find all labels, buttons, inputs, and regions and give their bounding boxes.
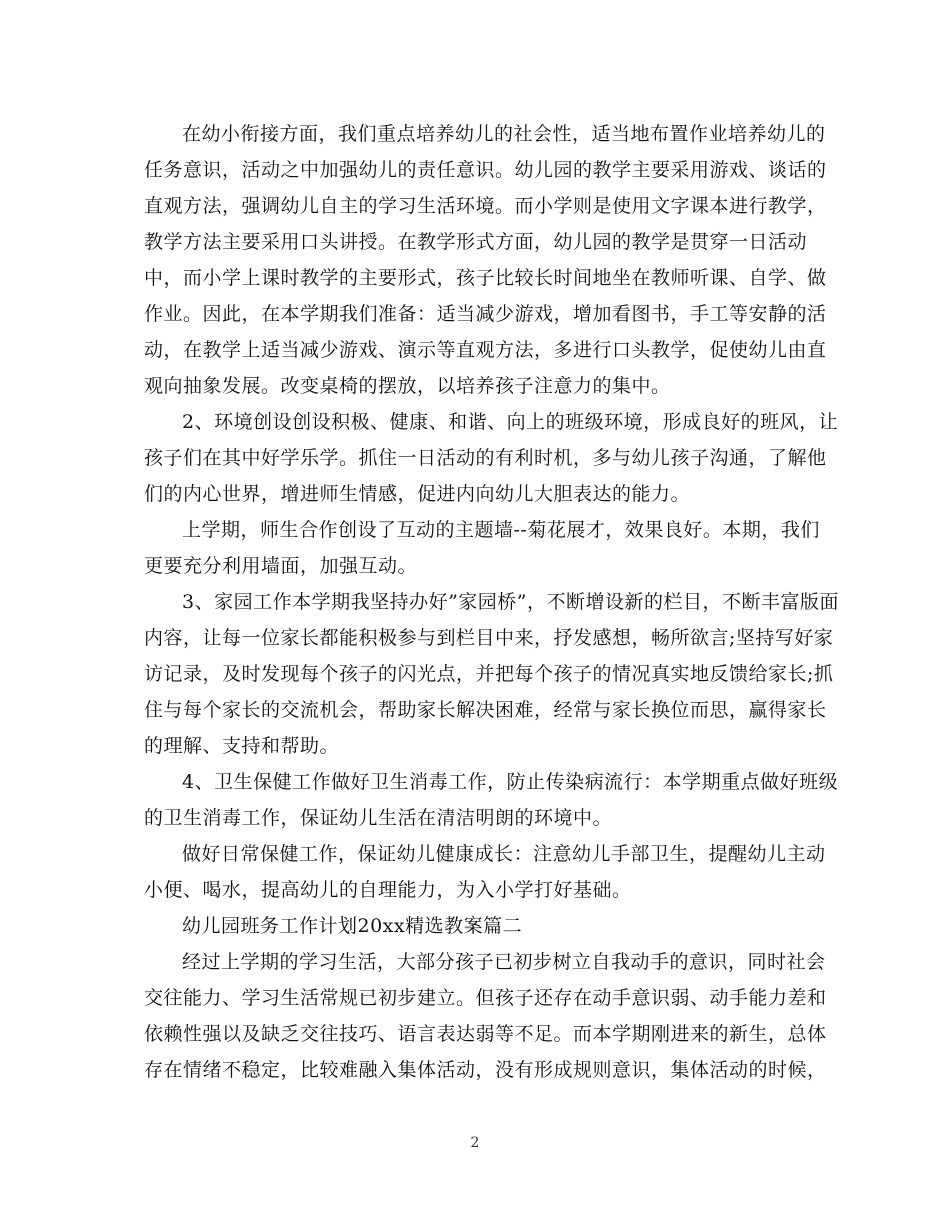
text-line: 4、卫生保健工作做好卫生消毒工作，防止传染病流行：本学期重点做好班级	[182, 771, 839, 793]
text-line: 做好日常保健工作，保证幼儿健康成长：注意幼儿手部卫生，提醒幼儿主动	[182, 843, 826, 865]
text-line: 任务意识，活动之中加强幼儿的责任意识。幼儿园的教学主要采用游戏、谈话的	[144, 159, 827, 181]
text-line: 教学方法主要采用口头讲授。在教学形式方面，幼儿园的教学是贯穿一日活动	[144, 231, 808, 253]
paragraph-class-status	[144, 944, 827, 1088]
text-line: 在幼小衔接方面，我们重点培养幼儿的社会性，适当地布置作业培养幼儿的	[182, 123, 826, 145]
text-line: 更要充分利用墙面，加强互动。	[144, 555, 418, 577]
paragraph-home-school	[144, 584, 840, 764]
text-line: 直观方法，强调幼儿自主的学习生活环境。而小学则是使用文字课本进行教学，	[144, 195, 827, 217]
paragraph-transition	[144, 116, 827, 404]
paragraph-health-care	[144, 836, 826, 908]
text-line: 2、环境创设创设积极、健康、和谐、向上的班级环境，形成良好的班风，让	[182, 411, 839, 433]
text-line: 们的内心世界，增进师生情感，促进内向幼儿大胆表达的能力。	[144, 483, 691, 505]
text-line: 作业。因此，在本学期我们准备：适当减少游戏，增加看图书，手工等安静的活	[144, 303, 827, 325]
text-line: 孩子们在其中好学乐学。抓住一日活动的有利时机，多与幼儿孩子沟通，了解他	[144, 447, 827, 469]
text-line: 内容，让每一位家长都能积极参与到栏目中来，抒发感想，畅所欲言;坚持写好家	[144, 627, 834, 649]
text-line: 3、家园工作本学期我坚持办好”家园桥”，不断增设新的栏目，不断丰富版面	[182, 591, 840, 613]
text-line: 访记录，及时发现每个孩子的闪光点，并把每个孩子的情况真实地反馈给家长;抓	[144, 663, 834, 685]
text-line: 经过上学期的学习生活，大部分孩子已初步树立自我动手的意识，同时社会	[182, 951, 826, 973]
paragraph-theme-wall	[144, 512, 820, 584]
text-line: 的卫生消毒工作，保证幼儿生活在清洁明朗的环境中。	[144, 807, 613, 829]
text-line: 观向抽象发展。改变桌椅的摆放，以培养孩子注意力的集中。	[144, 375, 671, 397]
text-line: 幼儿园班务工作计划20xx精选教案篇二	[182, 915, 523, 937]
text-line: 中，而小学上课时教学的主要形式，孩子比较长时间地坐在教师听课、自学、做	[144, 267, 827, 289]
text-line: 依赖性强以及缺乏交往技巧、语言表达弱等不足。而本学期刚进来的新生，总体	[144, 1023, 827, 1045]
paragraph-hygiene	[144, 764, 839, 836]
text-line: 上学期，师生合作创设了互动的主题墙--菊花展才，效果良好。本期，我们	[182, 519, 820, 541]
text-line: 交往能力、学习生活常规已初步建立。但孩子还存在动手意识弱、动手能力差和	[144, 987, 827, 1009]
text-line: 存在情绪不稳定，比较难融入集体活动，没有形成规则意识，集体活动的时候，	[144, 1059, 827, 1081]
section-heading	[144, 908, 814, 944]
document-body	[144, 116, 840, 1088]
text-line: 动，在教学上适当减少游戏、演示等直观方法，多进行口头教学，促使幼儿由直	[144, 339, 827, 361]
text-line: 的理解、支持和帮助。	[144, 735, 340, 757]
page-number: 2	[470, 1135, 480, 1151]
text-line: 住与每个家长的交流机会，帮助家长解决困难，经常与家长换位而思，赢得家长	[144, 699, 827, 721]
text-line: 小便、喝水，提高幼儿的自理能力，为入小学打好基础。	[144, 879, 632, 901]
paragraph-environment	[144, 404, 839, 512]
